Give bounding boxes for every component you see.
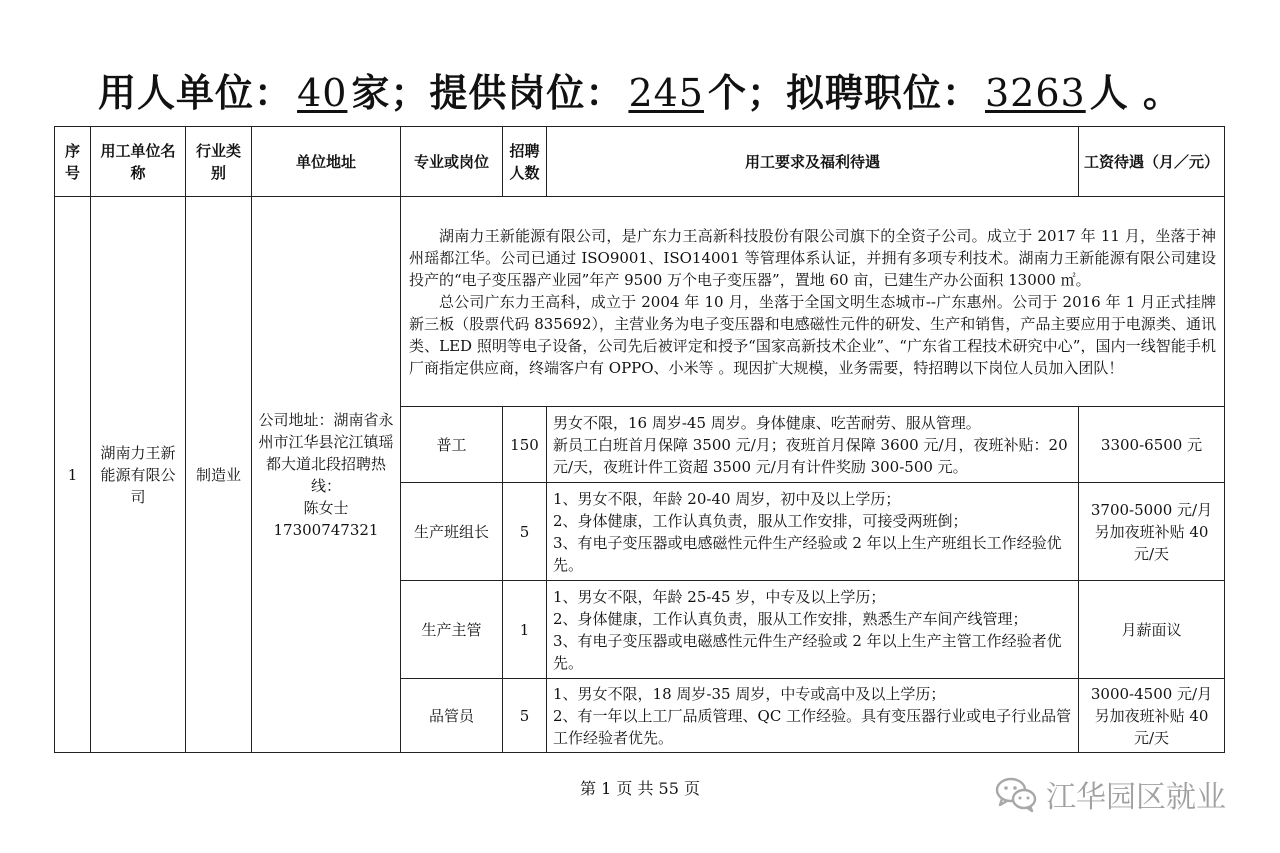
job-count: 5 (503, 483, 547, 581)
header-position: 专业或岗位 (401, 127, 503, 197)
job-position: 普工 (401, 407, 503, 483)
contact-name: 陈女士 (303, 498, 349, 517)
header-seq: 序号 (55, 127, 91, 197)
title-part-4: 人 。 (1089, 71, 1182, 115)
watermark (994, 772, 1226, 816)
requirement-line: 2、身体健康，工作认真负责，服从工作安排，熟悉生产车间产线管理； (553, 609, 1028, 628)
address-cell (252, 197, 401, 753)
seq-cell: 1 (55, 197, 91, 753)
job-position: 品管员 (401, 679, 503, 753)
requirement-line: 男女不限，16 周岁-45 周岁。身体健康、吃苦耐劳、服从管理。 (553, 413, 981, 432)
title-part-1: 用人单位： (98, 71, 294, 115)
requirement-line: 1、男女不限，年龄 25-45 岁，中专及以上学历； (553, 587, 886, 606)
requirement-line: 2、身体健康，工作认真负责，服从工作安排，可接受两班倒； (553, 511, 968, 530)
job-position: 生产班组长 (401, 483, 503, 581)
position-count: 245 (628, 71, 704, 115)
job-salary: 月薪面议 (1079, 581, 1225, 679)
title-part-3: 个；拟聘职位： (707, 71, 981, 115)
address-text: 公司地址：湖南省永州市江华县沱江镇瑶都大道北段招聘热线： (258, 410, 394, 495)
watermark-text: 江华园区就业 (1046, 780, 1226, 815)
company-intro-cell (401, 197, 1225, 407)
job-table (54, 126, 1225, 753)
header-company: 用工单位名称 (91, 127, 186, 197)
page-footer: 第 1 页 共 55 页 (580, 779, 700, 798)
company-name-cell: 湖南力王新能源有限公司 (91, 197, 186, 753)
header-industry: 行业类别 (186, 127, 252, 197)
industry-cell: 制造业 (186, 197, 252, 753)
job-count: 150 (503, 407, 547, 483)
job-salary: 3700-5000 元/月另加夜班补贴 40 元/天 (1079, 483, 1225, 581)
job-requirements (547, 483, 1079, 581)
company-intro-row (55, 197, 1225, 407)
employer-count: 40 (297, 71, 348, 115)
requirement-line: 1、男女不限，年龄 20-40 周岁，初中及以上学历； (553, 489, 901, 508)
requirement-line: 3、有电子变压器或电感磁性元件生产经验或 2 年以上生产班组长工作经验优先。 (553, 533, 1062, 574)
header-salary: 工资待遇（月／元） (1079, 127, 1225, 197)
requirement-line: 新员工白班首月保障 3500 元/月；夜班首月保障 3600 元/月，夜班补贴：20 元/天，夜班计件工资超 3500 元/月有计件奖励 300-500 元。 (553, 435, 1068, 476)
contact-phone: 17300747321 (273, 520, 379, 539)
header-count: 招聘人数 (503, 127, 547, 197)
job-salary: 3300-6500 元 (1079, 407, 1225, 483)
page-title (0, 62, 1280, 117)
job-salary: 3000-4500 元/月另加夜班补贴 40 元/天 (1079, 679, 1225, 753)
intro-paragraph-2: 总公司广东力王高科，成立于 2004 年 10 月，坐落于全国文明生态城市--广东惠州。公司于 2016 年 1 月正式挂牌新三板（股票代码 835692），主营业务为电子变压器和电感磁性元件的研发、生产和销售，产品主要应用于电源类、通讯类、LED 照明等电子设备，公司先后被评定和授予“国家高新技术企业”、“广东省工程技术研究中心”，国内一线智能手机厂商指定供应商，终端客户有 OPPO、小米等 。现因扩大规模，业务需要，特招聘以下岗位人员加入团队！ (409, 292, 1216, 377)
job-count: 5 (503, 679, 547, 753)
header-requirements: 用工要求及福利待遇 (547, 127, 1079, 197)
wechat-icon (994, 774, 1038, 814)
hire-count: 3263 (984, 71, 1086, 115)
job-requirements (547, 581, 1079, 679)
job-requirements (547, 407, 1079, 483)
job-position: 生产主管 (401, 581, 503, 679)
requirement-line: 3、有电子变压器或电磁感性元件生产经验或 2 年以上生产主管工作经验者优先。 (553, 631, 1062, 672)
header-address: 单位地址 (252, 127, 401, 197)
header-row (55, 127, 1225, 197)
job-requirements (547, 679, 1079, 753)
requirement-line: 2、有一年以上工厂品质管理、QC 工作经验。具有变压器行业或电子行业品管工作经验者优先。 (553, 706, 1072, 747)
requirement-line: 1、男女不限，18 周岁-35 周岁，中专或高中及以上学历； (553, 684, 946, 703)
title-part-2: 家；提供岗位： (351, 71, 625, 115)
job-count: 1 (503, 581, 547, 679)
intro-paragraph-1: 湖南力王新能源有限公司，是广东力王高新科技股份有限公司旗下的全资子公司。成立于 2017 年 11 月，坐落于神州瑶都江华。公司已通过 ISO9001、ISO14001 等管理体系认证，并拥有多项专利技术。湖南力王新能源有限公司建设投产的“电子变压器产业园”年产 9500 万个电子变压器”，置地 60 亩，已建生产办公面积 13000 ㎡。 (409, 226, 1216, 289)
